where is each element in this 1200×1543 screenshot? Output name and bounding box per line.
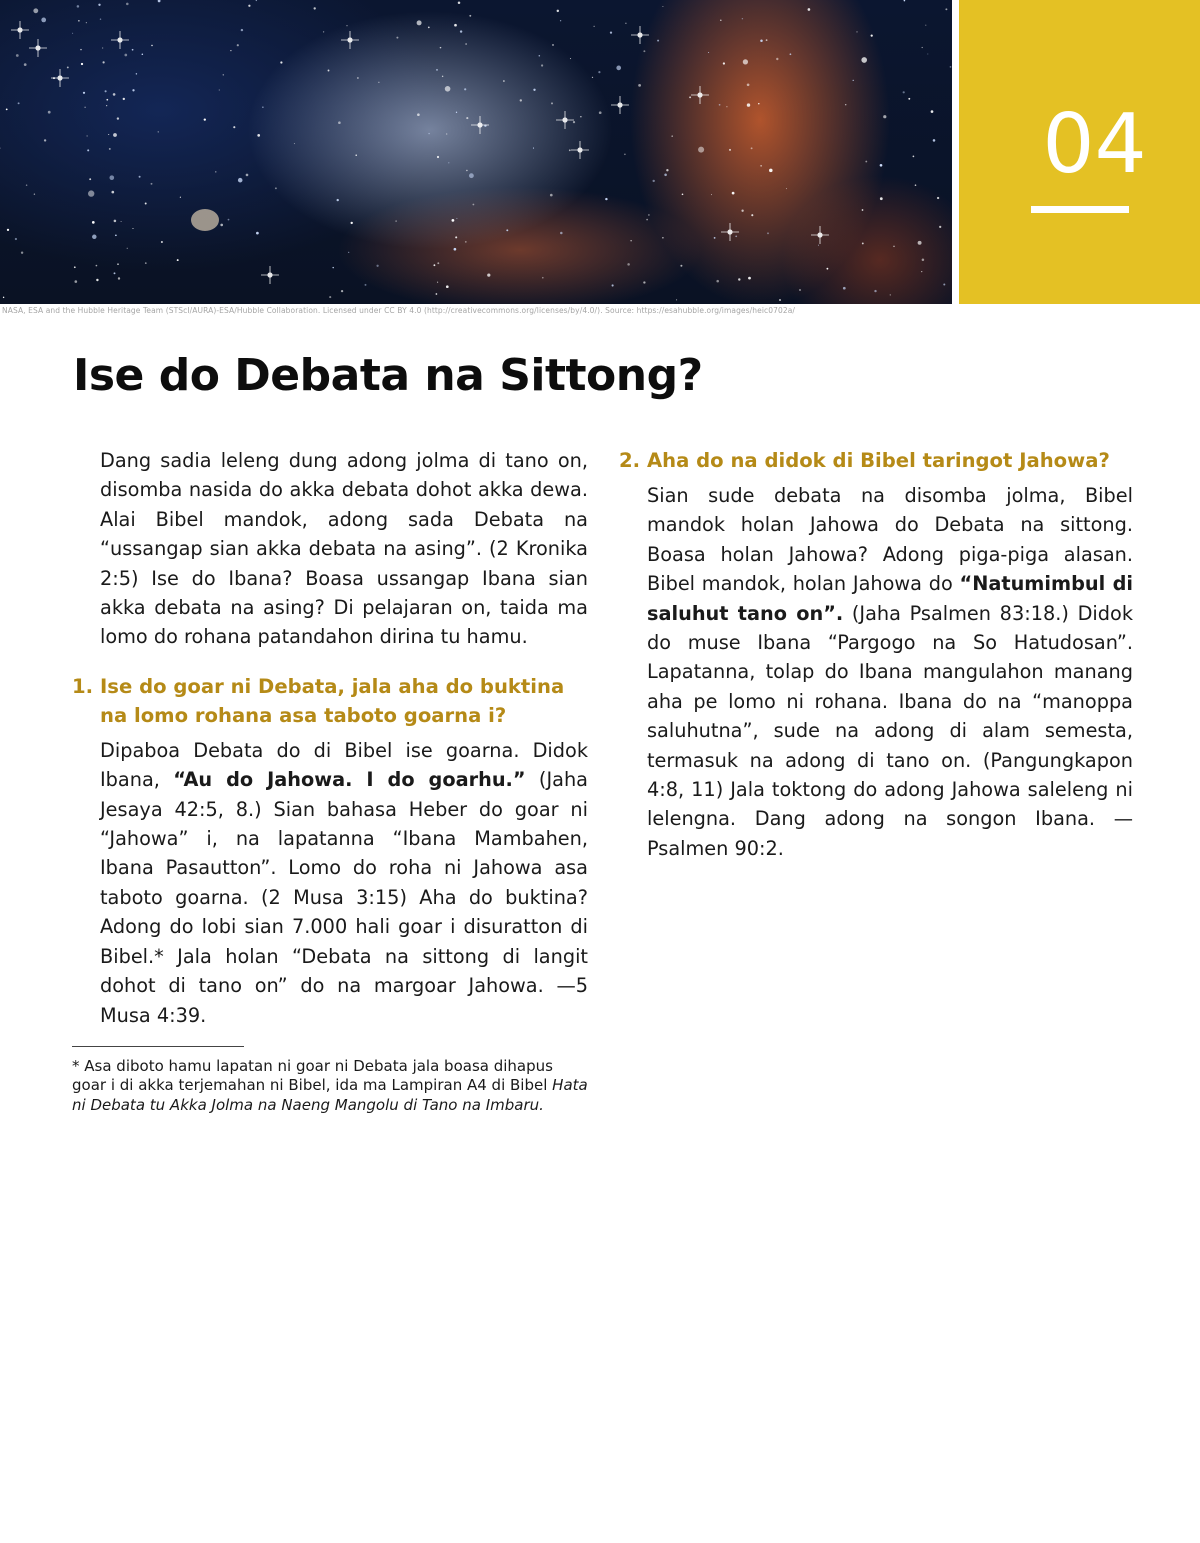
footnote-book-title: Hata ni Debata tu Akka Jolma na Naeng Mangolu di Tano na Imbaru. bbox=[72, 1076, 588, 1114]
star-field bbox=[0, 0, 952, 304]
image-credit: NASA, ESA and the Hubble Heritage Team (STScI/AURA)-ESA/Hubble Collaboration. Licensed under CC BY 4.0 (http://creativecommons.org/licenses/by/4.0/). Source: https://esahubble.org/images/heic0702a/ bbox=[2, 306, 796, 315]
lesson-number-underline bbox=[1031, 206, 1129, 213]
page-title: Ise do Debata na Sittong? bbox=[73, 350, 703, 401]
nebula-image bbox=[0, 0, 952, 304]
left-column bbox=[72, 446, 588, 1115]
answer-1-text-end: (Jaha Jesaya 42:5, 8.) Sian bahasa Heber do goar ni “Jahowa” i, na lapatanna “Ibana Mambahen, Ibana Pasautton”. Lomo do roha ni Jahowa asa taboto goarna. (2 Musa 3:15) Aha do buktina? Adong do lobi sian 7.000 hali goar i disuratton di Bibel.* Jala holan “Debata na sittong di langit dohot di tano on” do na margoar Jahowa. —5 Musa 4:39. bbox=[100, 768, 588, 1027]
answer-1-paragraph bbox=[72, 736, 588, 1030]
lesson-number: 04 bbox=[1042, 97, 1147, 192]
footnote-text: * Asa diboto hamu lapatan ni goar ni Debata jala boasa dihapus goar i di akka terjemahan ni Bibel, ida ma Lampiran A4 di Bibel bbox=[72, 1056, 553, 1095]
right-column bbox=[619, 446, 1133, 863]
question-1-heading bbox=[72, 672, 588, 730]
answer-2-paragraph bbox=[619, 481, 1133, 863]
question-2-text: Aha do na didok di Bibel taringot Jahowa? bbox=[647, 449, 1110, 472]
question-1-number: 1. bbox=[72, 674, 94, 698]
question-2-number: 2. bbox=[619, 449, 641, 472]
answer-1-bold-quote: “Au do Jahowa. I do goarhu.” bbox=[173, 768, 526, 792]
answer-2-text-end: (Jaha Psalmen 83:18.) Didok do muse Ibana “Pargogo na So Hatudosan”. Lapatanna, tolap do Ibana mangulahon manang aha pe lomo ni rohana. Ibana do na “manoppa saluhutna”, sude na adong di alam semesta, termasuk na adong di tano on. (Pangungkapon 4:8, 11) Jala toktong do adong Jahowa saleleng ni lelengna. Dang adong na songon Ibana. —Psalmen 90:2. bbox=[647, 601, 1133, 860]
question-2-heading bbox=[619, 446, 1133, 475]
footnote bbox=[72, 1057, 588, 1116]
answer-1-text-start: Dipaboa Debata do di Bibel ise goarna. Didok Ibana, bbox=[100, 738, 588, 792]
answer-2-text-start: Sian sude debata na disomba jolma, Bibel mandok holan Jahowa do Debata na sittong. Boasa holan Jahowa? Adong piga-piga alasan. Bibel mandok, holan Jahowa do bbox=[647, 484, 1133, 596]
footnote-divider bbox=[72, 1046, 244, 1047]
intro-paragraph: Dang sadia leleng dung adong jolma di tano on, disomba nasida do akka debata dohot akka dewa. Alai Bibel mandok, adong sada Debata na “ussangap sian akka debata na asing”. (2 Kronika 2:5) Ise do Ibana? Boasa ussangap Ibana sian akka debata na asing? Di pelajaran on, taida ma lomo do rohana patandahon dirina tu hamu. bbox=[100, 449, 588, 649]
question-1-text: Ise do goar ni Debata, jala aha do buktina na lomo rohana asa taboto goarna i? bbox=[100, 674, 565, 727]
answer-2-bold-quote: “Natumimbul di saluhut tano on”. bbox=[647, 572, 1133, 625]
lesson-number-box bbox=[959, 0, 1200, 304]
